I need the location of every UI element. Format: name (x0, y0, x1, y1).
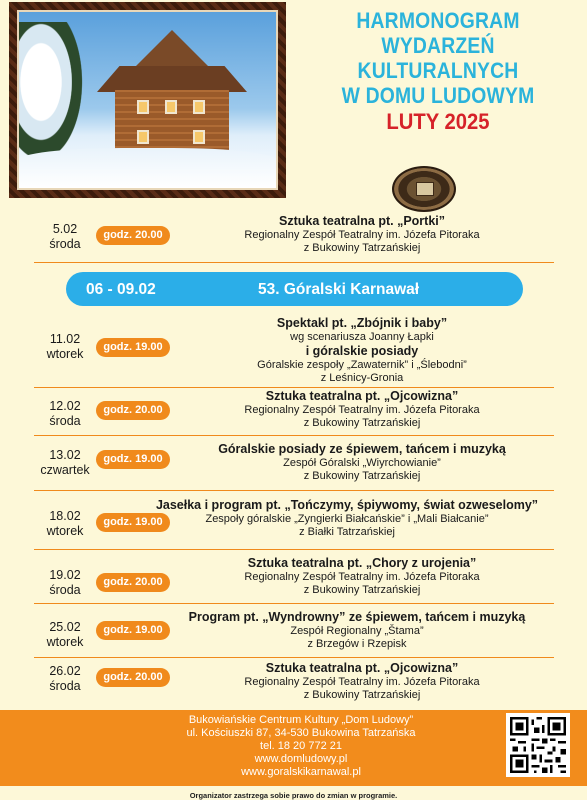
event-performer: Regionalny Zespół Teatralny im. Józefa Pitoraka (244, 676, 480, 688)
website-link[interactable]: www.goralskikarnawal.pl (241, 766, 361, 778)
event-time-badge: godz. 19.00 (96, 513, 170, 532)
event-time-badge: godz. 20.00 (96, 401, 170, 420)
contact-info (176, 714, 426, 779)
event-time-badge: godz. 19.00 (96, 450, 170, 469)
event-title: Program pt. „Wyndrowny” ze śpiewem, tańcem i muzyką (188, 610, 526, 624)
event-date (34, 568, 96, 598)
event-description (170, 556, 554, 597)
event-description (140, 498, 554, 539)
event-description (170, 214, 554, 255)
event-row (34, 660, 554, 708)
event-detail: wg scenariusza Joanny Łapki (290, 331, 434, 343)
event-title: i góralskie posiady (305, 344, 419, 358)
event-title: Sztuka teatralna pt. „Ojcowizna” (265, 389, 459, 403)
event-date-value: 25.02 (49, 620, 81, 634)
event-date (34, 620, 96, 650)
event-performer: Zespół Regionalny „Štama” (290, 625, 424, 637)
event-row (34, 314, 554, 386)
row-divider (34, 435, 554, 436)
event-date (34, 399, 96, 429)
event-origin: z Białki Tatrzańskiej (299, 526, 395, 538)
event-time-badge: godz. 20.00 (96, 573, 170, 592)
event-time-badge: godz. 19.00 (96, 621, 170, 640)
event-date-value: 26.02 (49, 664, 81, 678)
month-subtitle: LUTY 2025 (386, 109, 490, 134)
event-performer: Regionalny Zespół Teatralny im. Józefa Pitoraka (244, 404, 480, 416)
event-origin: z Bukowiny Tatrzańskiej (303, 584, 421, 596)
event-origin: z Bukowiny Tatrzańskiej (303, 470, 421, 482)
footer-bar (0, 710, 587, 786)
event-date (34, 664, 96, 694)
event-description (170, 389, 554, 430)
event-origin: z Leśnicy-Gronia (320, 372, 404, 384)
banner-event-name: 53. Góralski Karnawał (258, 281, 420, 298)
event-row (34, 554, 554, 602)
event-title: Sztuka teatralna pt. „Chory z urojenia” (247, 556, 477, 570)
event-origin: z Bukowiny Tatrzańskiej (303, 689, 421, 701)
event-time-badge: godz. 20.00 (96, 226, 170, 245)
qr-code[interactable] (506, 713, 570, 777)
event-time-badge: godz. 20.00 (96, 668, 170, 687)
event-date-value: 18.02 (49, 509, 81, 523)
event-row (34, 212, 554, 260)
title-line: WYDARZEŃ (381, 33, 495, 58)
event-performer: Regionalny Zespół Teatralny im. Józefa Pitoraka (244, 571, 480, 583)
title-line: HARMONOGRAM (356, 8, 520, 33)
event-weekday: wtorek (46, 524, 84, 538)
event-date-value: 13.02 (49, 448, 81, 462)
mountain-house-image (17, 10, 278, 190)
event-weekday: czwartek (40, 463, 90, 477)
event-row (34, 440, 554, 488)
event-performer: Regionalny Zespół Teatralny im. Józefa Pitoraka (244, 229, 480, 241)
event-weekday: środa (49, 414, 81, 428)
event-performer: Zespoły góralskie „Zyngierki Białcańskie” i „Mali Białcanie” (205, 513, 489, 525)
event-row (34, 495, 554, 547)
event-date (34, 222, 96, 252)
dom-ludowy-logo (392, 166, 456, 212)
event-row (34, 389, 554, 435)
event-weekday: wtorek (46, 635, 84, 649)
row-divider (34, 657, 554, 658)
event-description (170, 661, 554, 702)
event-row (34, 608, 554, 656)
banner-dates: 06 - 09.02 (86, 281, 156, 298)
row-divider (34, 262, 554, 263)
carnival-banner (66, 272, 523, 306)
event-description (160, 610, 554, 651)
event-date (34, 448, 96, 478)
event-description (170, 316, 554, 385)
event-performer: Zespół Góralski „Wiyrchowianie” (283, 457, 441, 469)
disclaimer-note: Organizator zastrzega sobie prawo do zmian w programie. (189, 791, 398, 800)
event-date-value: 12.02 (49, 399, 81, 413)
title-line: W DOMU LUDOWYM (341, 83, 535, 108)
event-title: Sztuka teatralna pt. „Portki” (278, 214, 445, 228)
event-performer: Góralskie zespoły „Zawaternik” i „Ślebodni” (257, 359, 467, 371)
event-origin: z Brzegów i Rzepisk (307, 638, 407, 650)
event-origin: z Bukowiny Tatrzańskiej (303, 417, 421, 429)
event-time-badge: godz. 19.00 (96, 338, 170, 357)
event-description (170, 442, 554, 483)
event-weekday: środa (49, 237, 81, 251)
wooden-house (97, 30, 247, 160)
header-photo (9, 2, 286, 198)
website-link[interactable]: www.domludowy.pl (254, 753, 348, 765)
row-divider (34, 603, 554, 604)
row-divider (34, 387, 554, 388)
event-weekday: środa (49, 583, 81, 597)
event-origin: z Bukowiny Tatrzańskiej (303, 242, 421, 254)
org-phone: tel. 18 20 772 21 (260, 740, 342, 752)
event-title: Spektakl pt. „Zbójnik i baby” (276, 316, 448, 330)
row-divider (34, 490, 554, 491)
event-date-value: 5.02 (52, 222, 78, 236)
org-address: ul. Kościuszki 87, 34-530 Bukowina Tatrzańska (186, 727, 416, 739)
title-line: KULTURALNYCH (357, 58, 519, 83)
event-weekday: wtorek (46, 347, 84, 361)
event-date (34, 332, 96, 362)
event-date (34, 509, 96, 539)
row-divider (34, 549, 554, 550)
event-date-value: 11.02 (49, 332, 81, 346)
event-title: Góralskie posiady ze śpiewem, tańcem i muzyką (218, 442, 506, 456)
org-name: Bukowiańskie Centrum Kultury „Dom Ludowy” (188, 714, 414, 726)
event-title: Jasełka i program pt. „Tończymy, śpiywomy, świat ozweselomy” (155, 498, 539, 512)
event-weekday: środa (49, 679, 81, 693)
poster-title (296, 8, 580, 136)
event-date-value: 19.02 (49, 568, 81, 582)
event-title: Sztuka teatralna pt. „Ojcowizna” (265, 661, 459, 675)
